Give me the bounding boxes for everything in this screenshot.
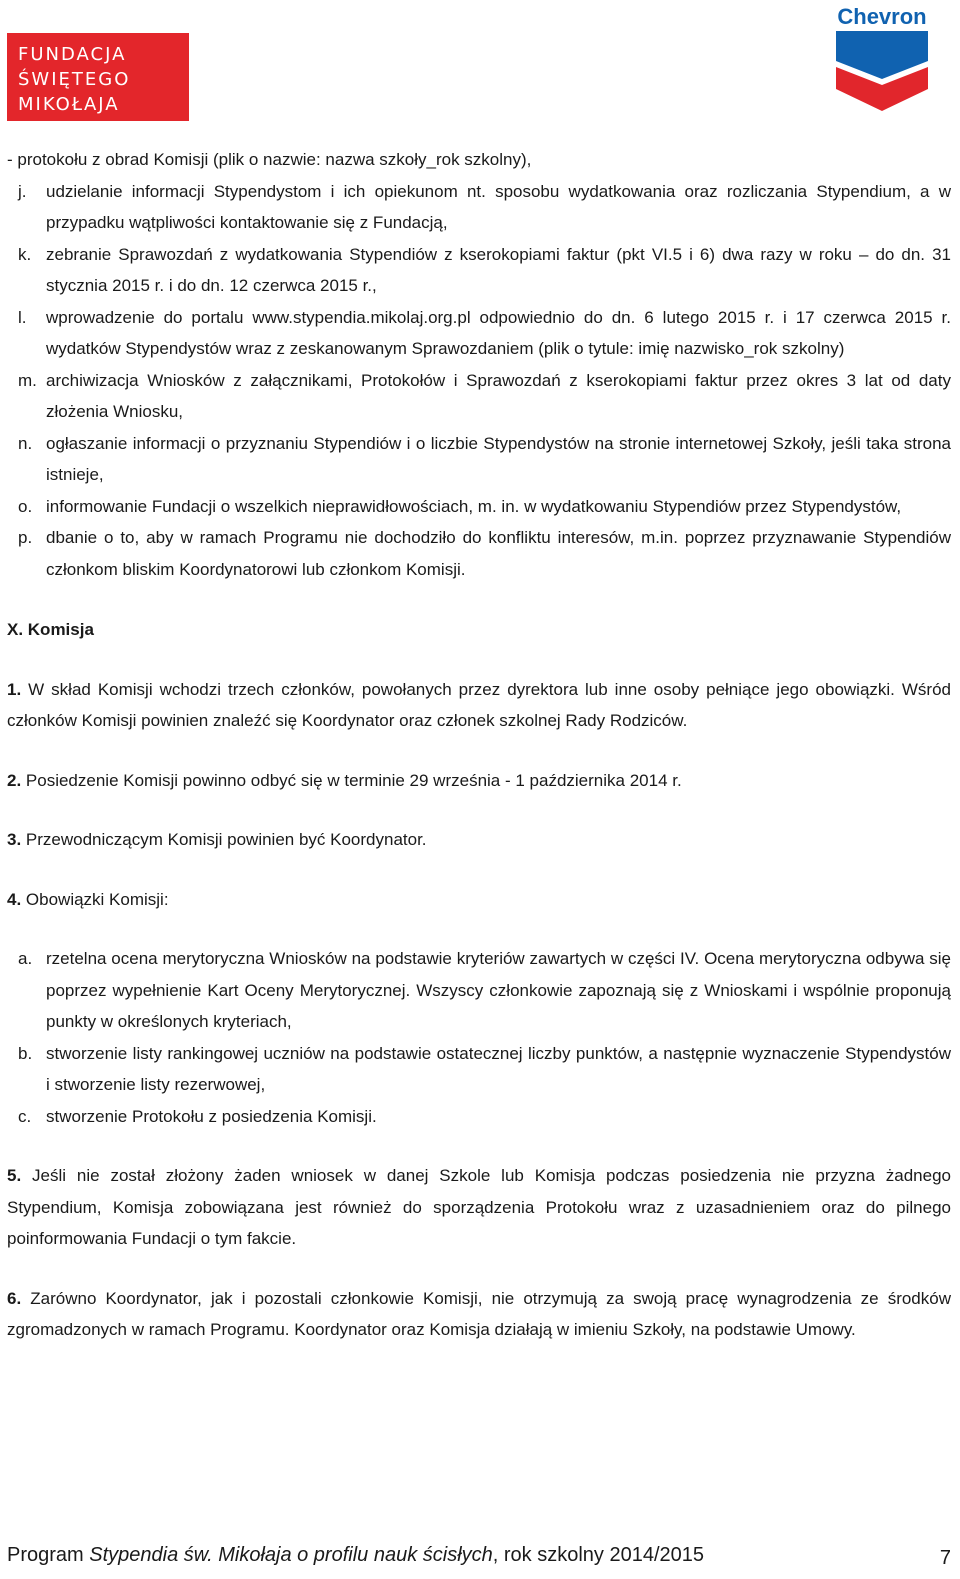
paragraph	[7, 884, 951, 916]
list-item	[7, 302, 951, 365]
list-item-letter: m.	[18, 370, 37, 390]
list-item-text: ogłaszanie informacji o przyznaniu Stypendiów i o liczbie Stypendystów na stronie internetowej Szkoły, jeśli taka strona istnieje,	[46, 433, 951, 484]
protocol-line: - protokołu z obrad Komisji (plik o nazwie: nazwa szkoły_rok szkolny),	[7, 150, 532, 169]
footer-suffix: , rok szkolny 2014/2015	[492, 1544, 705, 1566]
paragraph-text: Obowiązki Komisji:	[21, 889, 169, 909]
list-item-text: rzetelna ocena merytoryczna Wniosków na podstawie kryteriów zawartych w części IV. Ocena merytoryczna odbywa się poprzez wypełnienie Kart Oceny Merytorycznej. Wszyscy członkowie zapoznają się z Wnioskami i wspólnie proponują punkty w określonych kryteriach,	[46, 949, 951, 1031]
list-item-text: wprowadzenie do portalu www.stypendia.mikolaj.org.pl odpowiednio do dn. 6 lutego 2015 r. i 17 czerwca 2015 r. wydatków Stypendystów wraz z zeskanowanym Sprawozdaniem (plik o tytule: imię nazwisko_rok szkolny)	[46, 307, 951, 358]
chevron-logo-text: Chevron	[837, 4, 927, 29]
list-item-text: stworzenie listy rankingowej uczniów na podstawie ostatecznej liczby punktów, a następnie wyznaczenie Stypendystów i stworzenie listy rezerwowej,	[46, 1043, 951, 1094]
chevron-emblem-icon	[836, 31, 928, 111]
list-item-letter: p.	[18, 528, 33, 547]
paragraph-number: 6.	[7, 1288, 22, 1308]
section-heading: X. Komisja	[7, 620, 94, 639]
paragraph-number: 3.	[7, 830, 22, 849]
list-item-text: udzielanie informacji Stypendystom i ich opiekunom nt. sposobu wydatkowania oraz rozliczania Stypendium, a w przypadku wątpliwości kontaktowanie się z Fundacją,	[46, 181, 951, 232]
footer-prefix: Program	[7, 1544, 90, 1566]
list-item	[7, 522, 951, 585]
paragraph-text: Zarówno Koordynator, jak i pozostali członkowie Komisji, nie otrzymują za swoją pracę wynagrodzenia ze środków zgromadzonych w ramach Programu. Koordynator oraz Komisja działają w imieniu Szkoły, na podstawie Umowy.	[7, 1288, 951, 1339]
paragraph	[7, 674, 951, 737]
paragraph-text: Posiedzenie Komisji powinno odbyć się w terminie 29 września - 1 października 2014 r.	[21, 770, 682, 790]
list-item	[7, 176, 951, 239]
paragraph-number: 1.	[7, 679, 22, 699]
fundacja-logo-line-1: FUNDACJA	[18, 44, 127, 65]
list-item-letter: k.	[18, 244, 32, 264]
list-item-text: stworzenie Protokołu z posiedzenia Komisji.	[46, 1106, 377, 1126]
paragraph-text: W skład Komisji wchodzi trzech członków, powołanych przez dyrektora lub inne osoby pełniące jego obowiązki. Wśród członków Komisji powinien znaleźć się Koordynator oraz członek szkolnej Rady Rodziców.	[7, 679, 951, 730]
list-item-text: informowanie Fundacji o wszelkich nieprawidłowościach, m. in. w wydatkowaniu Stypendiów przez Stypendystów,	[46, 496, 902, 516]
paragraph	[7, 824, 951, 856]
list-item	[7, 365, 951, 428]
footer-program-name: Stypendia św. Mikołaja o profilu nauk ścisłych	[89, 1544, 493, 1566]
list-item-letter: a.	[18, 949, 33, 968]
paragraph-number: 4.	[7, 889, 22, 909]
list-item-letter: o.	[18, 496, 33, 516]
paragraph-text: Jeśli nie został złożony żaden wniosek w danej Szkole lub Komisja podczas posiedzenia nie przyzna żadnego Stypendium, Komisja zobowiązana jest również do sporządzenia Protokołu wraz z uzasadnieniem oraz do pilnego poinformowania Fundacji o tym fakcie.	[7, 1166, 951, 1248]
page-footer	[7, 1540, 951, 1570]
fundacja-logo	[7, 33, 189, 121]
list-item-letter: j.	[18, 181, 27, 201]
list-item	[7, 1038, 951, 1101]
page-number: 7	[939, 1547, 951, 1569]
paragraph	[7, 1283, 951, 1346]
coordinator-duties-list	[7, 176, 951, 586]
list-item-letter: b.	[18, 1043, 33, 1063]
list-item-letter: n.	[18, 433, 33, 453]
list-item-letter: c.	[18, 1106, 32, 1126]
paragraph-text: Przewodniczącym Komisji powinien być Koordynator.	[21, 830, 427, 849]
chevron-logo	[834, 4, 930, 112]
list-item	[7, 239, 951, 302]
list-item-text: archiwizacja Wniosków z załącznikami, Protokołów i Sprawozdań z kserokopiami faktur przez okres 3 lat od daty złożenia Wniosku,	[46, 370, 951, 421]
paragraph-number: 5.	[7, 1166, 22, 1185]
fundacja-logo-line-3: MIKOŁAJA	[18, 94, 120, 115]
paragraph	[7, 1160, 951, 1255]
list-item-text: dbanie o to, aby w ramach Programu nie dochodziło do konfliktu interesów, m.in. poprzez przyznawanie Stypendiów członkom bliskim Koordynatorowi lub członkom Komisji.	[46, 528, 951, 579]
list-item	[7, 491, 951, 523]
list-item	[7, 943, 951, 1038]
paragraph-number: 2.	[7, 770, 22, 790]
paragraph	[7, 765, 951, 797]
committee-duties-list	[7, 943, 951, 1132]
list-item-text: zebranie Sprawozdań z wydatkowania Stypendiów z kserokopiami faktur (pkt VI.5 i 6) dwa razy w roku – do dn. 31 stycznia 2015 r. i do dn. 12 czerwca 2015 r.,	[46, 244, 951, 295]
document-body	[7, 144, 951, 1346]
list-item	[7, 428, 951, 491]
list-item-letter: l.	[18, 307, 27, 327]
list-item	[7, 1101, 951, 1133]
fundacja-logo-line-2: ŚWIĘTEGO	[18, 69, 131, 90]
